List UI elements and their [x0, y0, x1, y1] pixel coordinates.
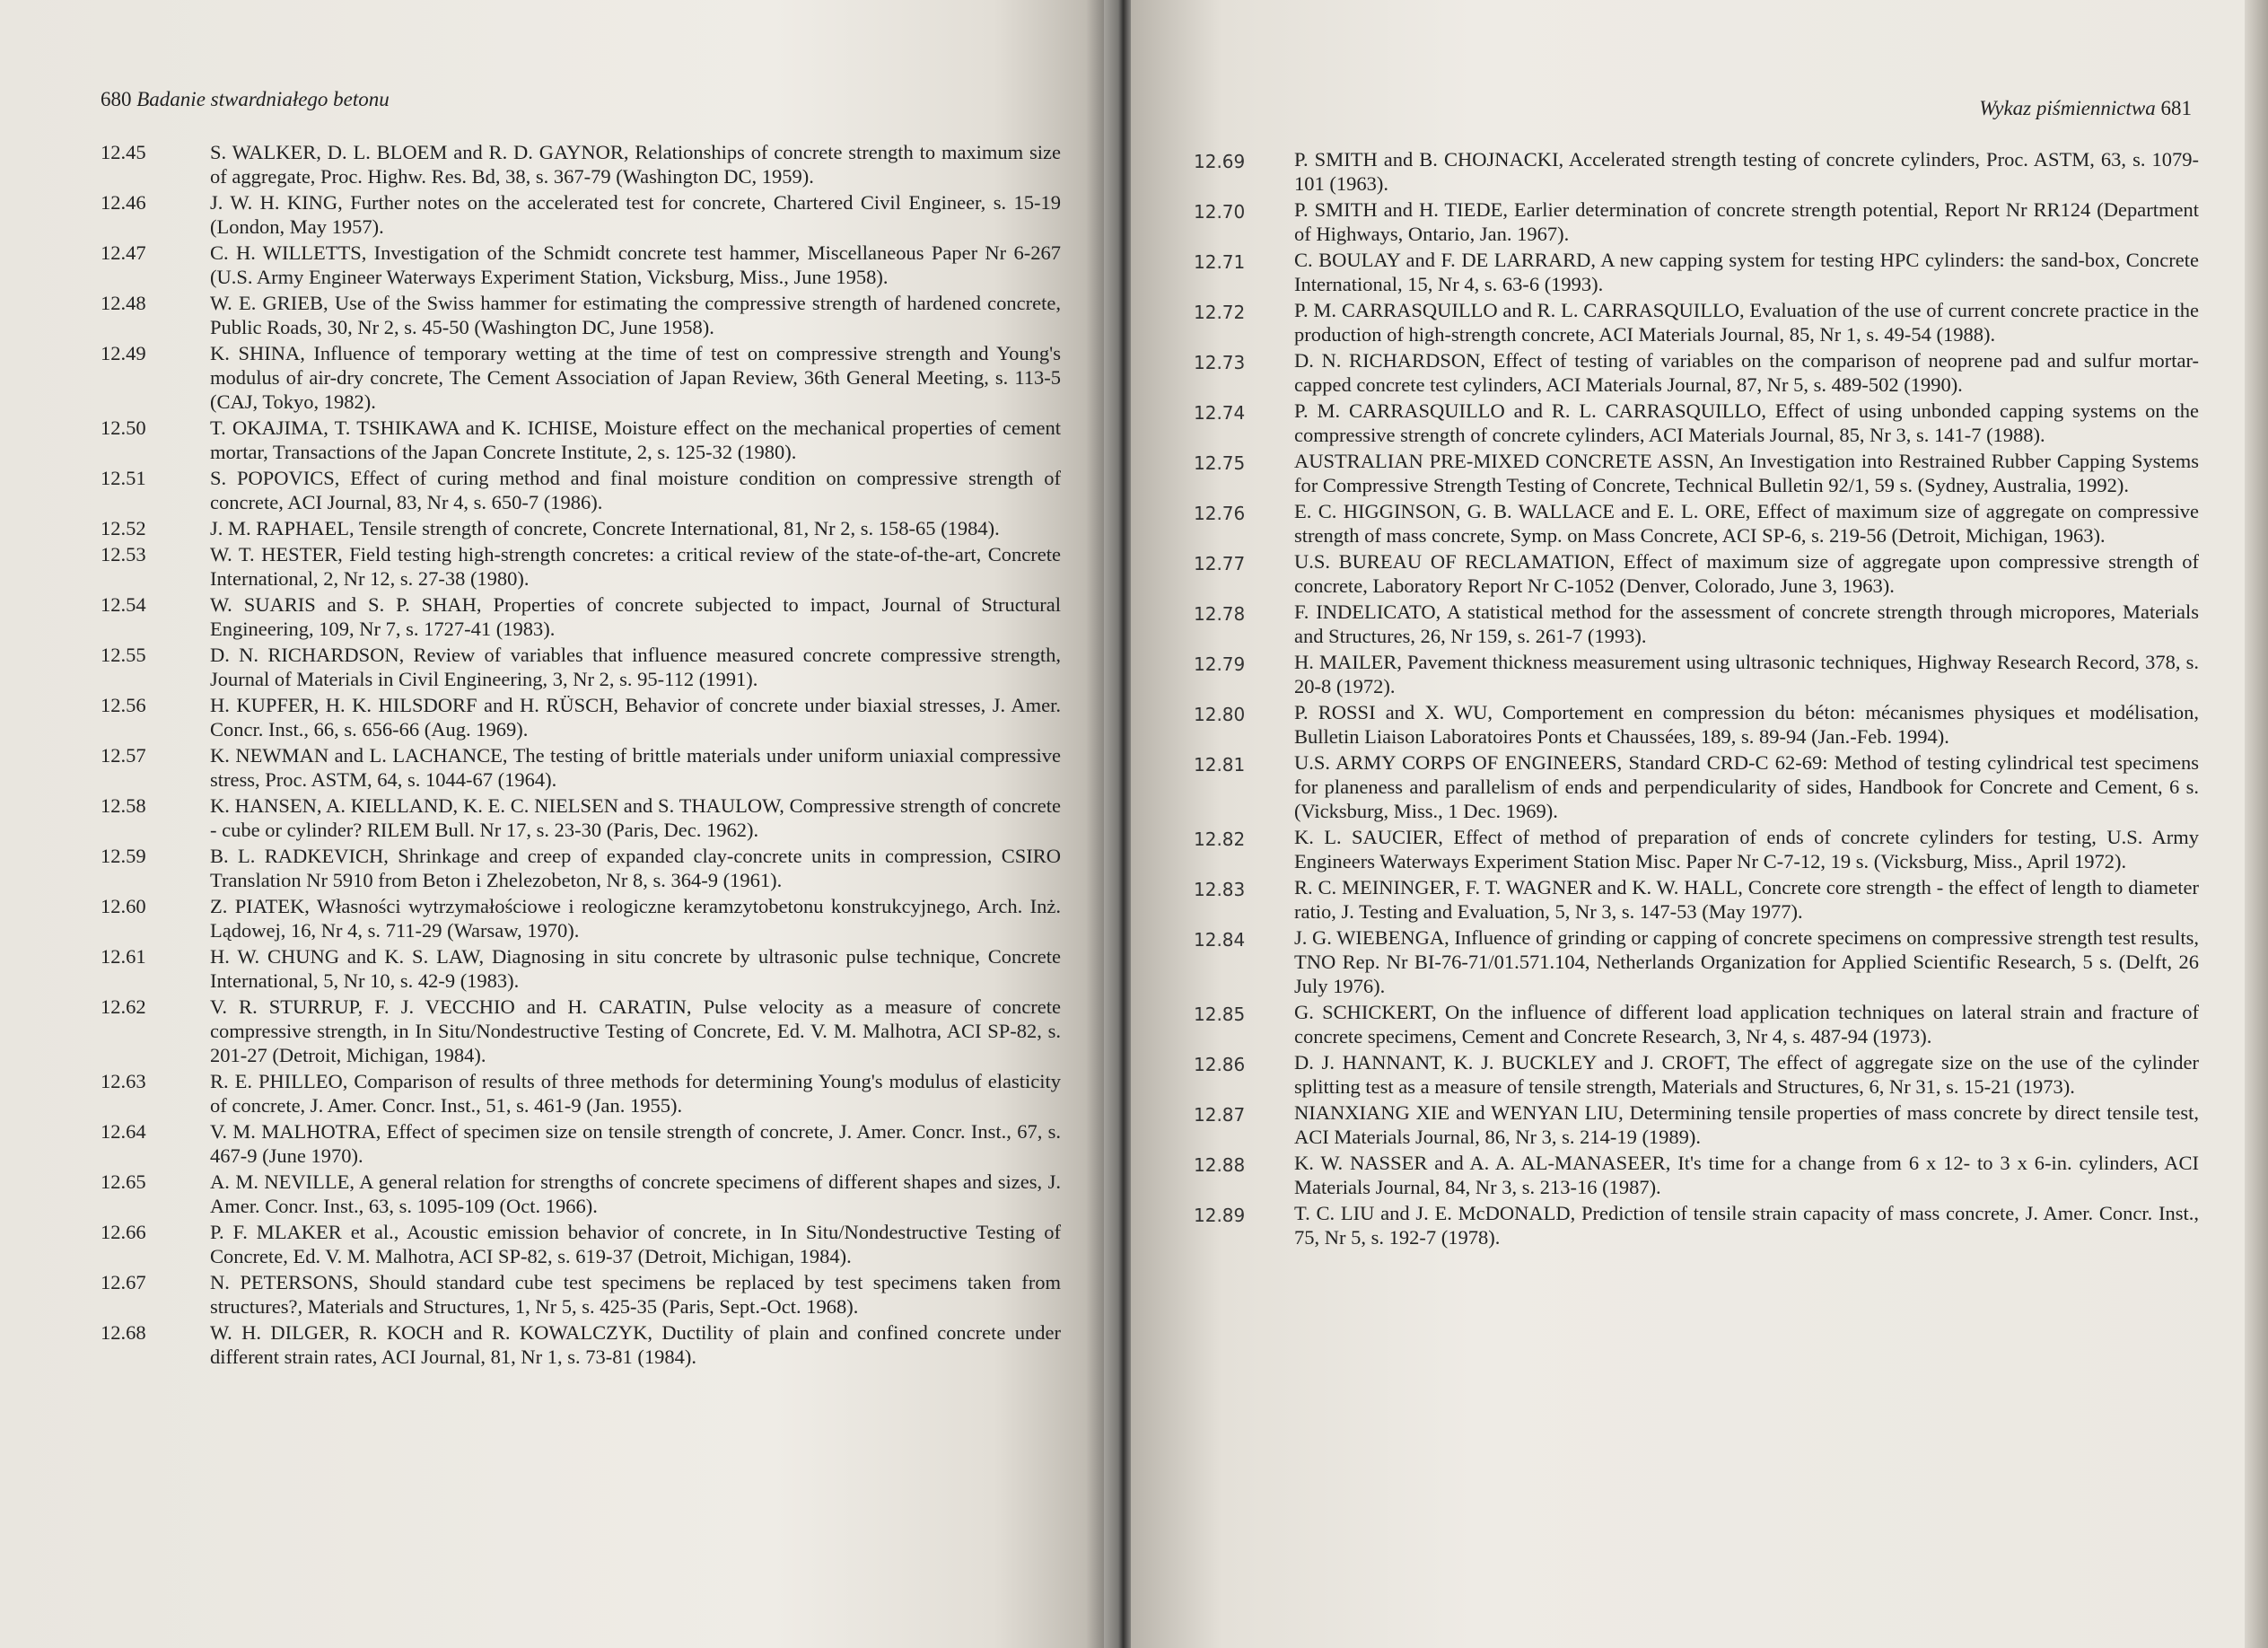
- left-page: [0, 0, 1104, 1648]
- reference-number: 12.89: [1194, 1205, 1246, 1226]
- reference-entry: [101, 1220, 1061, 1268]
- left-running-title: Badanie stwardniałego betonu: [136, 88, 390, 110]
- reference-text: NIANXIANG XIE and WENYAN LIU, Determining tensile properties of mass concrete by direct tensile test, ACI Materials Journal, 86, Nr 3, s. 214-19 (1989).: [1294, 1101, 2199, 1148]
- reference-number: 12.72: [1194, 302, 1246, 323]
- reference-number: 12.80: [1194, 704, 1246, 725]
- reference-entry: [1194, 750, 2199, 823]
- reference-entry: [101, 190, 1061, 239]
- reference-number: 12.59: [101, 845, 146, 867]
- left-running-head: [101, 88, 390, 111]
- right-reference-list: [1194, 147, 2199, 1251]
- reference-number: 12.57: [101, 744, 146, 767]
- reference-entry: [1194, 650, 2199, 698]
- reference-number: 12.55: [101, 644, 146, 666]
- reference-number: 12.64: [101, 1120, 146, 1143]
- reference-entry: [101, 894, 1061, 942]
- reference-entry: [101, 341, 1061, 414]
- reference-entry: [101, 140, 1061, 188]
- reference-number: 12.69: [1194, 151, 1246, 172]
- reference-text: N. PETERSONS, Should standard cube test specimens be replaced by test specimens taken from structures?, Materials and Structures, 1, Nr 5, s. 425-35 (Paris, Sept.-Oct. 1968).: [210, 1271, 1061, 1318]
- reference-number: 12.73: [1194, 352, 1246, 373]
- reference-number: 12.62: [101, 995, 146, 1018]
- reference-text: V. M. MALHOTRA, Effect of specimen size on tensile strength of concrete, J. Amer. Concr. Inst., 67, s. 467-9 (June 1970).: [210, 1120, 1061, 1167]
- reference-entry: [1194, 1201, 2199, 1249]
- reference-entry: [101, 844, 1061, 892]
- reference-number: 12.54: [101, 593, 146, 616]
- reference-number: 12.70: [1194, 201, 1246, 223]
- reference-number: 12.61: [101, 945, 146, 968]
- reference-number: 12.67: [101, 1271, 146, 1293]
- reference-text: P. SMITH and B. CHOJNACKI, Accelerated strength testing of concrete cylinders, Proc. ASTM, 63, s. 1079-101 (1963).: [1294, 148, 2199, 195]
- reference-text: D. N. RICHARDSON, Review of variables that influence measured concrete compressive strength, Journal of Materials in Civil Engineering, 3, Nr 2, s. 95-112 (1991).: [210, 644, 1061, 690]
- reference-number: 12.66: [101, 1221, 146, 1243]
- reference-text: H. W. CHUNG and K. S. LAW, Diagnosing in situ concrete by ultrasonic pulse technique, Concrete International, 5, Nr 10, s. 42-9 (1983).: [210, 945, 1061, 992]
- reference-text: F. INDELICATO, A statistical method for the assessment of concrete strength through micropores, Materials and Structures, 26, Nr 159, s. 261-7 (1993).: [1294, 600, 2199, 647]
- reference-entry: [1194, 925, 2199, 998]
- reference-entry: [1194, 825, 2199, 873]
- reference-number: 12.56: [101, 694, 146, 716]
- reference-text: E. C. HIGGINSON, G. B. WALLACE and E. L. ORE, Effect of maximum size of aggregate on compressive strength of mass concrete, Symp. on Mass Concrete, ACI SP-6, s. 219-56 (Detroit, Michigan, 1963).: [1294, 500, 2199, 547]
- reference-number: 12.65: [101, 1170, 146, 1193]
- reference-entry: [1194, 1151, 2199, 1199]
- reference-number: 12.47: [101, 241, 146, 264]
- reference-entry: [101, 1170, 1061, 1218]
- reference-text: B. L. RADKEVICH, Shrinkage and creep of expanded clay-concrete units in compression, CSIRO Translation Nr 5910 from Beton i Zhelezobeton, Nr 8, s. 364-9 (1961).: [210, 845, 1061, 891]
- left-page-number: 680: [101, 88, 132, 110]
- reference-entry: [1194, 348, 2199, 397]
- reference-number: 12.58: [101, 794, 146, 817]
- reference-number: 12.75: [1194, 452, 1246, 474]
- reference-number: 12.87: [1194, 1104, 1246, 1126]
- reference-number: 12.84: [1194, 929, 1246, 951]
- reference-text: K. SHINA, Influence of temporary wetting at the time of test on compressive strength and Young's modulus of air-dry concrete, The Cement Association of Japan Review, 36th General Meeting, s. 113-5 (CAJ, Tokyo, 1982).: [210, 342, 1061, 413]
- reference-text: R. E. PHILLEO, Comparison of results of three methods for determining Young's modulus of elasticity of concrete, J. Amer. Concr. Inst., 51, s. 461-9 (Jan. 1955).: [210, 1070, 1061, 1117]
- reference-text: C. BOULAY and F. DE LARRARD, A new capping system for testing HPC cylinders: the sand-box, Concrete International, 15, Nr 4, s. 63-6 (1993).: [1294, 249, 2199, 295]
- reference-text: V. R. STURRUP, F. J. VECCHIO and H. CARATIN, Pulse velocity as a measure of concrete compressive strength, in In Situ/Nondestructive Testing of Concrete, Ed. V. M. Malhotra, ACI SP-82, s. 201-27 (Detroit, Michigan, 1984).: [210, 995, 1061, 1066]
- reference-number: 12.77: [1194, 553, 1246, 574]
- reference-entry: [101, 291, 1061, 339]
- reference-text: W. H. DILGER, R. KOCH and R. KOWALCZYK, Ductility of plain and confined concrete under different strain rates, ACI Journal, 81, Nr 1, s. 73-81 (1984).: [210, 1321, 1061, 1368]
- reference-text: D. N. RICHARDSON, Effect of testing of variables on the comparison of neoprene pad and sulfur mortar-capped concrete test cylinders, ACI Materials Journal, 87, Nr 5, s. 489-502 (1990).: [1294, 349, 2199, 396]
- reference-entry: [1194, 499, 2199, 548]
- reference-number: 12.85: [1194, 1004, 1246, 1025]
- right-running-title: Wykaz piśmiennictwa: [1979, 97, 2156, 119]
- reference-text: Z. PIATEK, Własności wytrzymałościowe i reologiczne keramzytobetonu konstrukcyjnego, Arch. Inż. Lądowej, 16, Nr 4, s. 711-29 (Warsaw, 1970).: [210, 895, 1061, 942]
- reference-number: 12.81: [1194, 754, 1246, 776]
- reference-entry: [101, 793, 1061, 842]
- reference-text: T. C. LIU and J. E. McDONALD, Prediction of tensile strain capacity of mass concrete, J. Amer. Concr. Inst., 75, Nr 5, s. 192-7 (1978).: [1294, 1202, 2199, 1249]
- reference-entry: [1194, 549, 2199, 598]
- reference-entry: [1194, 1050, 2199, 1099]
- reference-text: S. POPOVICS, Effect of curing method and final moisture condition on compressive strength of concrete, ACI Journal, 83, Nr 4, s. 650-7 (1986).: [210, 467, 1061, 513]
- reference-text: P. ROSSI and X. WU, Comportement en compression du béton: mécanismes physiques et modélisation, Bulletin Liaison Laboratoires Ponts et Chaussées, 189, s. 89-94 (Jan.-Feb. 1994).: [1294, 701, 2199, 748]
- reference-entry: [101, 1270, 1061, 1319]
- reference-entry: [1194, 449, 2199, 497]
- reference-text: D. J. HANNANT, K. J. BUCKLEY and J. CROFT, The effect of aggregate size on the use of the cylinder splitting test as a measure of tensile strength, Materials and Structures, 6, Nr 31, s. 15-21 (1973).: [1294, 1051, 2199, 1098]
- reference-entry: [1194, 700, 2199, 749]
- reference-text: R. C. MEININGER, F. T. WAGNER and K. W. HALL, Concrete core strength - the effect of length to diameter ratio, J. Testing and Evaluation, 5, Nr 3, s. 147-53 (May 1977).: [1294, 876, 2199, 923]
- reference-text: W. E. GRIEB, Use of the Swiss hammer for estimating the compressive strength of hardened concrete, Public Roads, 30, Nr 2, s. 45-50 (Washington DC, June 1958).: [210, 292, 1061, 338]
- reference-number: 12.74: [1194, 402, 1246, 424]
- reference-entry: [101, 1069, 1061, 1118]
- reference-number: 12.78: [1194, 603, 1246, 625]
- reference-number: 12.50: [101, 416, 146, 439]
- reference-number: 12.76: [1194, 503, 1246, 524]
- page-edge: [2245, 0, 2268, 1648]
- reference-number: 12.88: [1194, 1154, 1246, 1176]
- reference-entry: [1194, 600, 2199, 648]
- reference-number: 12.52: [101, 517, 146, 539]
- right-page-number: 681: [2160, 97, 2192, 119]
- reference-text: W. SUARIS and S. P. SHAH, Properties of concrete subjected to impact, Journal of Structural Engineering, 109, Nr 7, s. 1727-41 (1983).: [210, 593, 1061, 640]
- left-reference-list: [101, 140, 1061, 1371]
- reference-entry: [1194, 875, 2199, 924]
- reference-text: P. F. MLAKER et al., Acoustic emission behavior of concrete, in In Situ/Nondestructive Testing of Concrete, Ed. V. M. Malhotra, ACI SP-82, s. 619-37 (Detroit, Michigan, 1984).: [210, 1221, 1061, 1267]
- reference-number: 12.68: [101, 1321, 146, 1344]
- reference-entry: [101, 592, 1061, 641]
- reference-number: 12.49: [101, 342, 146, 364]
- reference-text: H. MAILER, Pavement thickness measurement using ultrasonic techniques, Highway Research Record, 378, s. 20-8 (1972).: [1294, 651, 2199, 697]
- reference-number: 12.71: [1194, 251, 1246, 273]
- reference-text: G. SCHICKERT, On the influence of different load application techniques on lateral strain and fracture of concrete specimens, Cement and Concrete Research, 3, Nr 4, s. 487-94 (1973).: [1294, 1001, 2199, 1048]
- reference-entry: [101, 743, 1061, 792]
- reference-text: AUSTRALIAN PRE-MIXED CONCRETE ASSN, An Investigation into Restrained Rubber Capping Systems for Compressive Strength Testing of Concrete, Technical Bulletin 92/1, 59 s. (Sydney, Australia, 1992).: [1294, 450, 2199, 496]
- reference-text: J. W. H. KING, Further notes on the accelerated test for concrete, Chartered Civil Engineer, s. 15-19 (London, May 1957).: [210, 191, 1061, 238]
- reference-number: 12.48: [101, 292, 146, 314]
- reference-text: K. W. NASSER and A. A. AL-MANASEER, It's time for a change from 6 x 12- to 3 x 6-in. cylinders, ACI Materials Journal, 84, Nr 3, s. 213-16 (1987).: [1294, 1152, 2199, 1198]
- reference-text: K. L. SAUCIER, Effect of method of preparation of ends of concrete cylinders for testing, U.S. Army Engineers Waterways Experiment Station Misc. Paper Nr C-7-12, 19 s. (Vicksburg, Miss., April 1972).: [1294, 826, 2199, 872]
- reference-text: W. T. HESTER, Field testing high-strength concretes: a critical review of the state-of-the-art, Concrete International, 2, Nr 12, s. 27-38 (1980).: [210, 543, 1061, 590]
- reference-number: 12.79: [1194, 653, 1246, 675]
- reference-entry: [101, 643, 1061, 691]
- reference-text: T. OKAJIMA, T. TSHIKAWA and K. ICHISE, Moisture effect on the mechanical properties of cement mortar, Transactions of the Japan Concrete Institute, 2, s. 125-32 (1980).: [210, 416, 1061, 463]
- reference-entry: [1194, 399, 2199, 447]
- reference-text: P. SMITH and H. TIEDE, Earlier determination of concrete strength potential, Report Nr RR124 (Department of Highways, Ontario, Jan. 1967).: [1294, 198, 2199, 245]
- reference-entry: [1194, 1100, 2199, 1149]
- reference-number: 12.82: [1194, 828, 1246, 850]
- reference-entry: [101, 995, 1061, 1067]
- reference-entry: [101, 416, 1061, 464]
- reference-number: 12.45: [101, 141, 146, 163]
- right-running-head: [1979, 97, 2192, 120]
- right-page: [1131, 0, 2268, 1648]
- reference-entry: [1194, 147, 2199, 196]
- reference-text: P. M. CARRASQUILLO and R. L. CARRASQUILLO, Effect of using unbonded capping systems on the compressive strength of concrete cylinders, ACI Materials Journal, 85, Nr 3, s. 141-7 (1988).: [1294, 399, 2199, 446]
- reference-number: 12.51: [101, 467, 146, 489]
- reference-entry: [1194, 248, 2199, 296]
- reference-entry: [101, 241, 1061, 289]
- reference-entry: [101, 1320, 1061, 1369]
- reference-number: 12.86: [1194, 1054, 1246, 1075]
- reference-number: 12.53: [101, 543, 146, 565]
- reference-text: H. KUPFER, H. K. HILSDORF and H. RÜSCH, Behavior of concrete under biaxial stresses, J. Amer. Concr. Inst., 66, s. 656-66 (Aug. 1969).: [210, 694, 1061, 741]
- reference-number: 12.83: [1194, 879, 1246, 900]
- reference-text: K. NEWMAN and L. LACHANCE, The testing of brittle materials under uniform uniaxial compressive stress, Proc. ASTM, 64, s. 1044-67 (1964).: [210, 744, 1061, 791]
- reference-text: A. M. NEVILLE, A general relation for strengths of concrete specimens of different shapes and sizes, J. Amer. Concr. Inst., 63, s. 1095-109 (Oct. 1966).: [210, 1170, 1061, 1217]
- reference-number: 12.60: [101, 895, 146, 917]
- reference-number: 12.46: [101, 191, 146, 214]
- reference-text: J. M. RAPHAEL, Tensile strength of concrete, Concrete International, 81, Nr 2, s. 158-65 (1984).: [210, 517, 1000, 539]
- reference-text: K. HANSEN, A. KIELLAND, K. E. C. NIELSEN and S. THAULOW, Compressive strength of concrete - cube or cylinder? RILEM Bull. Nr 17, s. 23-30 (Paris, Dec. 1962).: [210, 794, 1061, 841]
- reference-entry: [101, 693, 1061, 741]
- reference-entry: [1194, 197, 2199, 246]
- reference-entry: [1194, 1000, 2199, 1048]
- reference-entry: [101, 516, 1061, 540]
- reference-text: C. H. WILLETTS, Investigation of the Schmidt concrete test hammer, Miscellaneous Paper Nr 6-267 (U.S. Army Engineer Waterways Experiment Station, Vicksburg, Miss., June 1958).: [210, 241, 1061, 288]
- reference-text: J. G. WIEBENGA, Influence of grinding or capping of concrete specimens on compressive strength test results, TNO Rep. Nr BI-76-71/01.571.104, Netherlands Organization for Applied Scientific Research, 5 s. (Delft, 26 July 1976).: [1294, 926, 2199, 997]
- reference-text: U.S. ARMY CORPS OF ENGINEERS, Standard CRD-C 62-69: Method of testing cylindrical test specimens for planeness and parallelism of ends and perpendicularity of sides, Handbook for Concrete and Cement, 6 s. (Vicksburg, Miss., 1 Dec. 1969).: [1294, 751, 2199, 822]
- reference-entry: [101, 944, 1061, 993]
- reference-entry: [101, 542, 1061, 591]
- reference-entry: [1194, 298, 2199, 346]
- reference-number: 12.63: [101, 1070, 146, 1092]
- reference-entry: [101, 466, 1061, 514]
- reference-entry: [101, 1119, 1061, 1168]
- reference-text: P. M. CARRASQUILLO and R. L. CARRASQUILLO, Evaluation of the use of current concrete practice in the production of high-strength concrete, ACI Materials Journal, 85, Nr 1, s. 49-54 (1988).: [1294, 299, 2199, 346]
- reference-text: U.S. BUREAU OF RECLAMATION, Effect of maximum size of aggregate upon compressive strength of concrete, Laboratory Report Nr C-1052 (Denver, Colorado, June 3, 1963).: [1294, 550, 2199, 597]
- reference-text: S. WALKER, D. L. BLOEM and R. D. GAYNOR, Relationships of concrete strength to maximum size of aggregate, Proc. Highw. Res. Bd, 38, s. 367-79 (Washington DC, 1959).: [210, 141, 1061, 188]
